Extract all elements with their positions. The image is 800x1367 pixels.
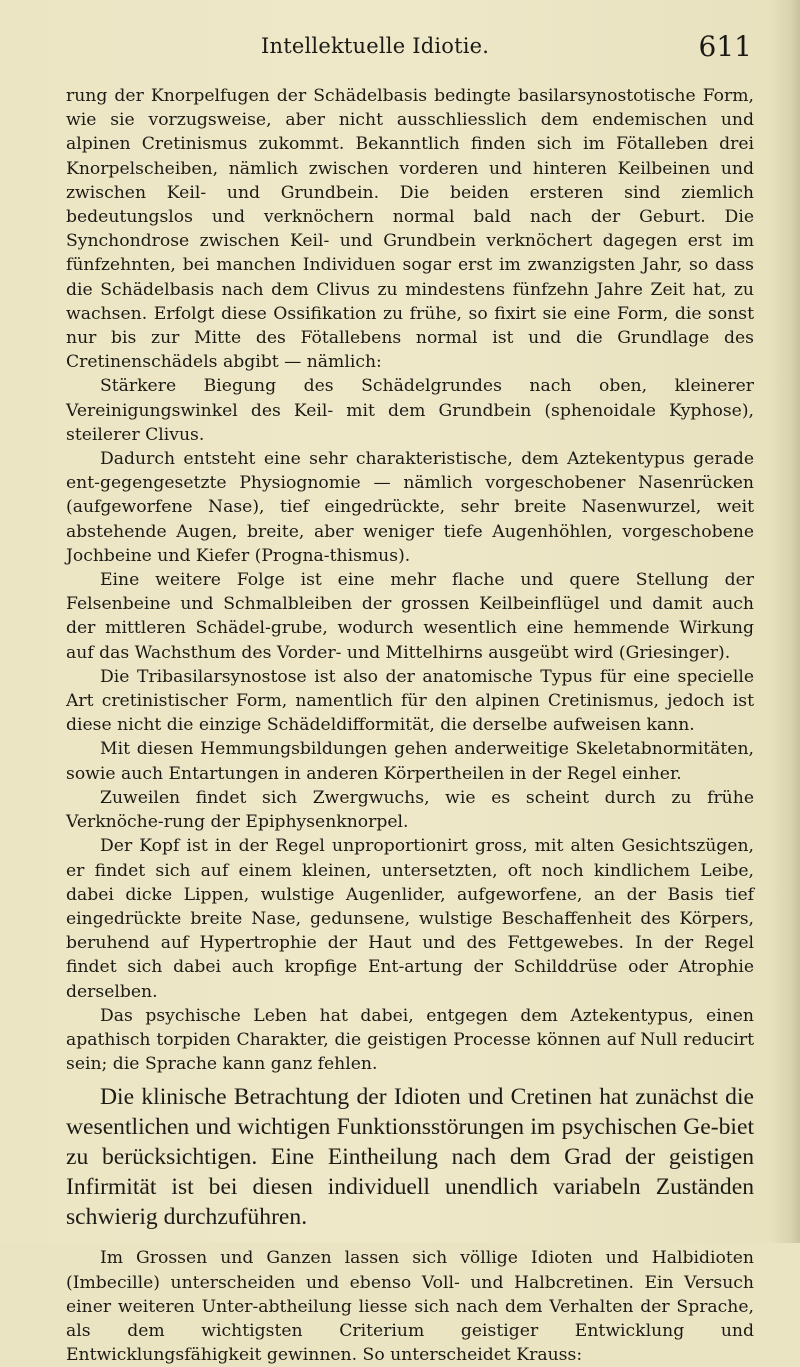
lead-paragraph: Die klinische Betrachtung der Idioten und Cretinen hat zunächst die wesentlichen und wichtigen Funktionsstörungen im psychischen Ge-biet zu berücksichtigen. Eine Eintheilung nach dem Grad der geistigen Infirmität ist bei diesen individuell unendlich variabeln Zuständen schwierig durchzuführen.	[66, 1084, 754, 1231]
page-number: 611	[698, 30, 752, 63]
running-head	[66, 30, 756, 70]
paragraph-classification: Im Grossen und Ganzen lassen sich völlige Idioten und Halbidioten (Imbecille) unterscheiden und ebenso Voll- und Halbcretinen. Ein Versuch einer weiteren Unter-abtheilung liesse sich nach dem Verhalten der Sprache, als dem wichtigsten Criterium geistiger Entwicklung und Entwicklungsfähigkeit gewinnen. So unterscheidet Krauss:	[66, 1248, 754, 1366]
paragraph-head: Der Kopf ist in der Regel unproportionirt gross, mit alten Gesichtszügen, er findet sich auf einem kleinen, untersetzten, oft noch kindlichem Leibe, dabei dicke Lippen, wulstige Augenlider, aufgeworfene, an der Basis tief eingedrückte breite Nase, gedunsene, wulstige Beschaffenheit des Körpers, beruhend auf Hypertrophie der Haut und des Fettgewebes. In der Regel findet sich dabei auch kropfige Ent-artung der Schilddrüse oder Atrophie derselben.	[66, 836, 754, 1002]
paragraph-tribasilar: Die Tribasilarsynostose ist also der anatomische Typus für eine specielle Art cretinistischer Form, namentlich für den alpinen Cretinismus, jedoch ist diese nicht die einzige Schädeldifformität, die derselbe aufweisen kann.	[66, 666, 754, 736]
running-title: Intellektuelle Idiotie.	[261, 34, 490, 58]
page-body	[66, 84, 754, 1367]
page-edge-shadow	[770, 0, 800, 1243]
paragraph-petrous-bone: Eine weitere Folge ist eine mehr flache und quere Stellung der Felsenbeine und Schmalbleiben der grossen Keilbeinflügel und damit auch der mittleren Schädel-grube, wodurch wesentlich eine hemmende Wirkung auf das Wachsthum des Vorder- und Mittelhirns ausgeübt wird (Griesinger).	[66, 570, 754, 663]
paragraph-skeletal: Mit diesen Hemmungsbildungen gehen anderweitige Skeletabnormitäten, sowie auch Entartungen in anderen Körpertheilen in der Regel einher.	[66, 739, 754, 784]
paragraph-psychic-life: Das psychische Leben hat dabei, entgegen dem Aztekentypus, einen apathisch torpiden Charakter, die geistigen Processe können auf Null reducirt sein; die Sprache kann ganz fehlen.	[66, 1005, 754, 1075]
paragraph-skull-base: Stärkere Biegung des Schädelgrundes nach oben, kleinerer Vereinigungswinkel des Keil- mit dem Grundbein (sphenoidale Kyphose), steilerer Clivus.	[66, 376, 754, 445]
paragraph-dwarfism: Zuweilen findet sich Zwergwuchs, wie es scheint durch zu frühe Verknöche-rung der Epiphysenknorpel.	[66, 787, 754, 833]
paragraph-physiognomy: Dadurch entsteht eine sehr charakteristische, dem Aztekentypus gerade ent-gegengesetzte Physiognomie — nämlich vorgeschobener Nasenrücken (aufgeworfene Nase), tief eingedrückte, sehr breite Nasenwurzel, weit abstehende Augen, breite, aber weniger tiefe Augenhöhlen, vorgeschobene Jochbeine und Kiefer (Progna-thismus).	[66, 449, 754, 566]
paragraph-continuation: rung der Knorpelfugen der Schädelbasis bedingte basilarsynostotische Form, wie sie vorzugsweise, aber nicht ausschliesslich dem endemischen und alpinen Cretinismus zukommt. Bekanntlich finden sich im Fötalleben drei Knorpelscheiben, nämlich zwischen vorderen und hinteren Keilbeinen und zwischen Keil- und Grundbein. Die beiden ersteren sind ziemlich bedeutungslos und verknöchern normal bald nach der Geburt. Die Synchondrose zwischen Keil- und Grundbein verknöchert dagegen erst im fünfzehnten, bei manchen Individuen sogar erst im zwanzigsten Jahr, so dass die Schädelbasis nach dem Clivus zu mindestens fünfzehn Jahre Zeit hat, zu wachsen. Erfolgt diese Ossifikation zu frühe, so fixirt sie eine Form, die sonst nur bis zur Mitte des Fötallebens normal ist und die Grundlage des Cretinenschädels abgibt — nämlich:	[66, 86, 754, 373]
